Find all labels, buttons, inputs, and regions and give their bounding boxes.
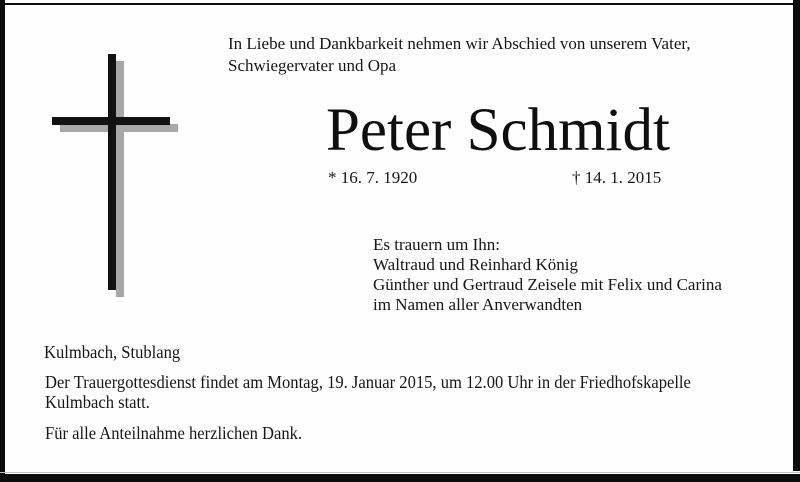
thanks-line: Für alle Anteilnahme herzlichen Dank. xyxy=(45,423,303,443)
cross-shadow-horizontal xyxy=(60,124,178,132)
place-line: Kulmbach, Stublang xyxy=(44,342,181,362)
birth-date: * 16. 7. 1920 xyxy=(328,168,418,187)
mourners-block xyxy=(373,235,722,315)
cross-shadow-vertical xyxy=(116,61,124,297)
cross-vertical-bar xyxy=(108,54,116,290)
scan-edge-bottom xyxy=(0,474,800,482)
scan-edge-left xyxy=(0,0,5,482)
mourners-heading: Es trauern um Ihn: xyxy=(373,235,500,254)
deceased-name: Peter Schmidt xyxy=(326,97,670,164)
mourner-line: Waltraud und Reinhard König xyxy=(373,255,578,274)
mourner-line: im Namen aller Anverwandten xyxy=(373,295,583,314)
service-line-2: Kulmbach statt. xyxy=(45,391,150,412)
mourner-line: Günther und Gertraud Zeisele mit Felix und Carina xyxy=(373,275,722,294)
scan-edge-top xyxy=(0,3,800,5)
intro-text xyxy=(228,33,691,77)
service-info xyxy=(45,373,691,412)
intro-line-2: Schwiegervater und Opa xyxy=(228,56,397,75)
death-date: † 14. 1. 2015 xyxy=(572,168,662,187)
service-line-1: Der Trauergottesdienst findet am Montag, 19. Januar 2015, um 12.00 Uhr in der Friedhofskapelle xyxy=(45,372,691,392)
scan-edge-right xyxy=(793,0,800,471)
cross-horizontal-bar xyxy=(52,117,170,125)
intro-line-1: In Liebe und Dankbarkeit nehmen wir Abschied von unserem Vater, xyxy=(228,34,691,53)
scan-edge-bottom-line xyxy=(0,472,800,473)
